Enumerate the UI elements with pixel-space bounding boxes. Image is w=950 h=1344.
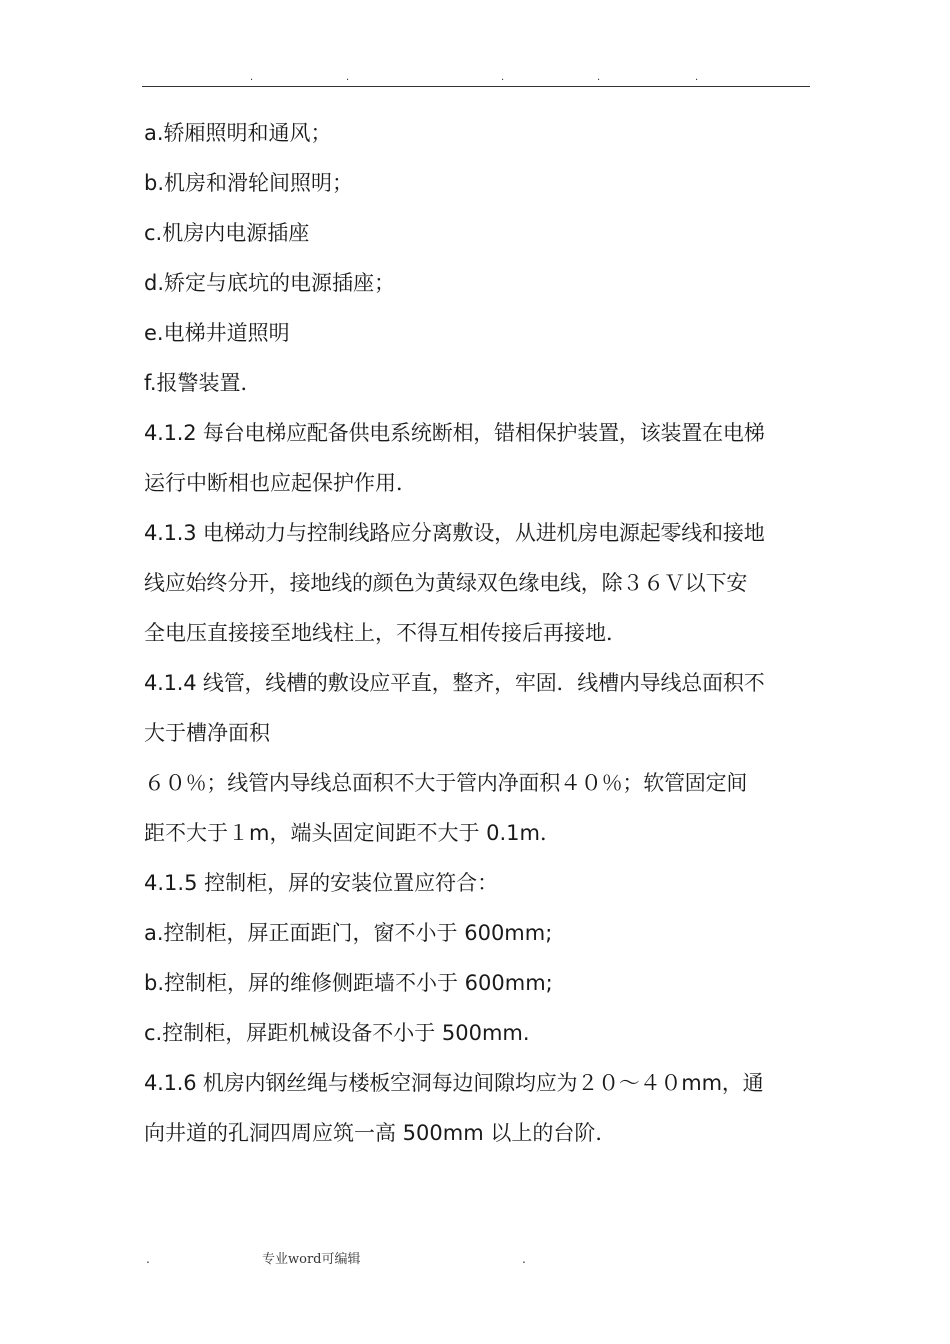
body-line: e.电梯井道照明 [144,321,290,345]
header-dot: . [695,72,699,83]
body-line: 运行中断相也应起保护作用． [144,471,417,495]
body-line: c.控制柜，屏距机械设备不小于 500mm. [144,1021,530,1045]
header-dot: . [346,72,350,83]
footer-text: 专业word可编辑 [262,1252,361,1267]
body-line: 距不大于１m，端头固定间距不大于 0.1m． [144,821,561,845]
body-line: 4.1.6 机房内钢丝绳与楼板空洞每边间隙均应为２０～４０mm，通 [144,1071,764,1095]
body-line: a.控制柜，屏正面距门，窗不小于 600mm; [144,921,553,945]
footer-right-dot: . [522,1252,526,1266]
body-line: 全电压直接接至地线柱上，不得互相传接后再接地． [144,621,627,645]
header-dot: . [250,72,254,83]
header-dot: . [597,72,601,83]
header-rule [142,86,810,87]
body-line: d.矫定与底坑的电源插座； [144,271,396,295]
body-line: 4.1.5 控制柜，屏的安装位置应符合： [144,871,499,895]
body-line: f.报警装置． [144,371,262,395]
body-line: 大于槽净面积 [144,721,270,745]
body-line: 4.1.2 每台电梯应配备供电系统断相，错相保护装置，该装置在电梯 [144,421,765,445]
body-line: 4.1.3 电梯动力与控制线路应分离敷设，从进机房电源起零线和接地 [144,521,765,545]
body-line: b.机房和滑轮间照明； [144,171,354,195]
body-line: a.轿厢照明和通风； [144,121,332,145]
body-line: c.机房内电源插座 [144,221,310,245]
body-line: 线应始终分开，接地线的颜色为黄绿双色缘电线，除３６Ｖ以下安 [144,571,748,595]
document-body [144,108,808,1158]
body-line: 4.1.4 线管，线槽的敷设应平直，整齐，牢固．线槽内导线总面积不 [144,671,765,695]
body-line: ６０％；线管内导线总面积不大于管内净面积４０％；软管固定间 [144,771,748,795]
body-line: 向井道的孔洞四周应筑一高 500mm 以上的台阶． [144,1121,617,1145]
body-line: b.控制柜，屏的维修侧距墙不小于 600mm; [144,971,553,995]
header-dot: . [501,72,505,83]
footer-left-dot: . [146,1252,150,1266]
